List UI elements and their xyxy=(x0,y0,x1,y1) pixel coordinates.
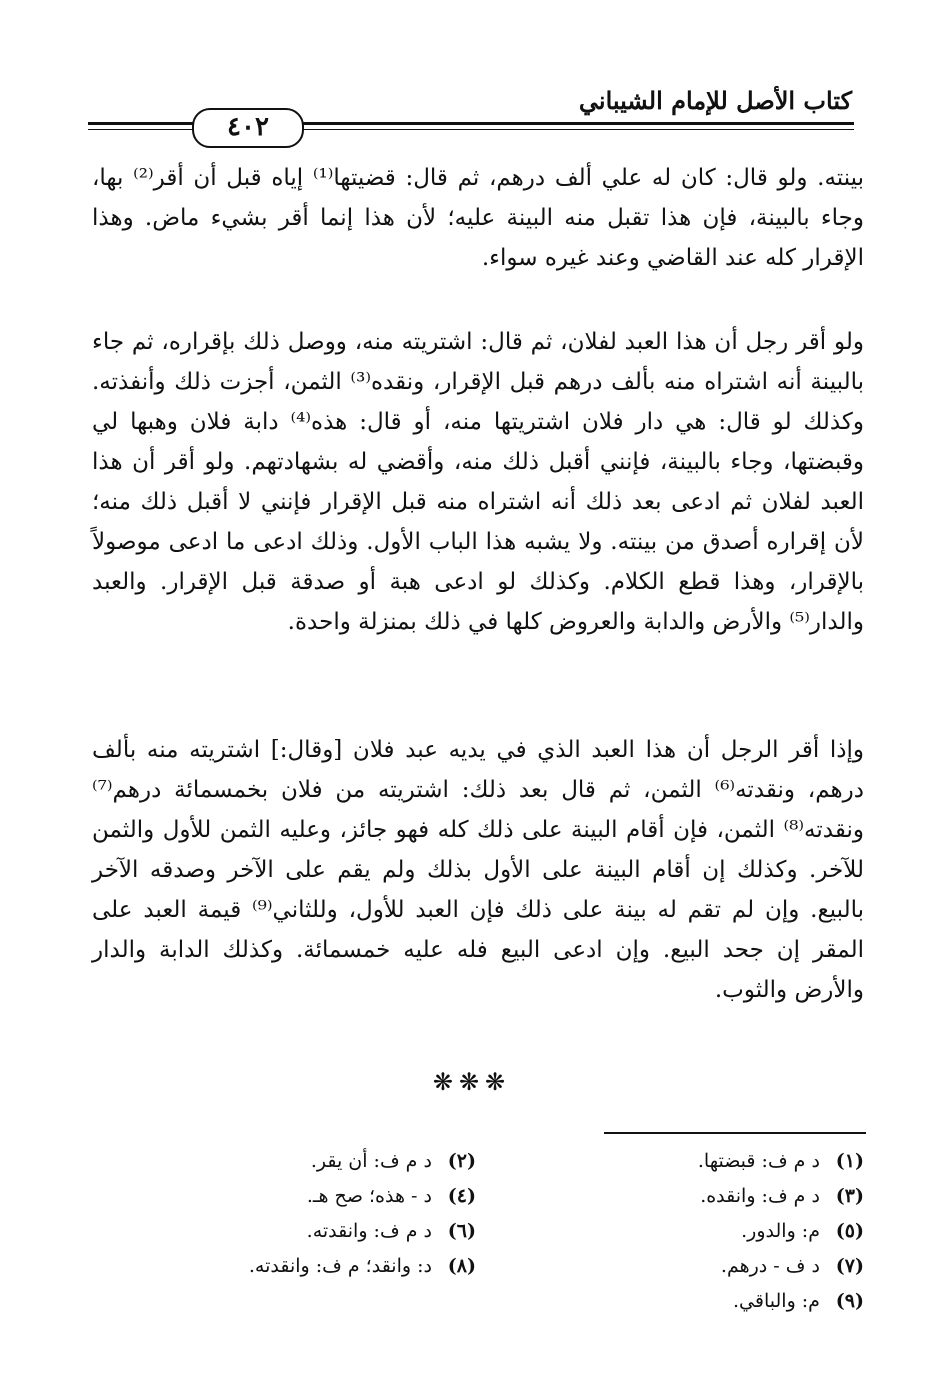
book-title: كتاب الأصل للإمام الشيباني xyxy=(578,86,852,115)
footnotes-left-column xyxy=(116,1144,476,1284)
footnote-number: (٩) xyxy=(835,1290,864,1312)
footnote-text: د ف - درهم. xyxy=(720,1255,820,1277)
footnote-9 xyxy=(534,1284,864,1319)
footnote-text: د م ف: وانقدته. xyxy=(306,1220,432,1242)
footnote-text: د: وانقد؛ م ف: وانقدته. xyxy=(248,1255,432,1277)
footnote-1 xyxy=(534,1144,864,1179)
footnote-5 xyxy=(534,1214,864,1249)
footnote-number: (١) xyxy=(835,1150,864,1172)
page-number: ٤٠٢ xyxy=(192,108,304,148)
footnote-number: (٦) xyxy=(447,1220,476,1242)
footnote-6 xyxy=(116,1214,476,1249)
footnote-text: د م ف: أن يقر. xyxy=(310,1150,432,1172)
footnotes-right-column xyxy=(534,1144,864,1319)
footnote-text: م: والباقي. xyxy=(733,1290,820,1312)
footnote-number: (٢) xyxy=(447,1150,476,1172)
footnote-number: (٧) xyxy=(835,1255,864,1277)
footnote-number: (٤) xyxy=(447,1185,476,1207)
footnote-rule xyxy=(604,1132,866,1134)
footnote-number: (٣) xyxy=(835,1185,864,1207)
footnote-number: (٥) xyxy=(835,1220,864,1242)
footnote-8 xyxy=(116,1249,476,1284)
footnote-text: م: والدور. xyxy=(741,1220,820,1242)
section-separator: ❋❋❋ xyxy=(432,1068,512,1096)
footnote-4 xyxy=(116,1179,476,1214)
paragraph-2: ولو أقر رجل أن هذا العبد لفلان، ثم قال: اشتريته منه، ووصل ذلك بإقراره، ثم جاء بالبينة أنه اشتراه منه بألف درهم قبل الإقرار، ونقده⁽³⁾ الثمن، أجزت ذلك وأنفذته. وكذلك لو قال: هي دار فلان اشتريتها منه، أو قال: هذه⁽⁴⁾ دابة فلان وهبها لي وقبضتها، وجاء بالبينة، فإنني أقبل ذلك منه، وأقضي له بشهادتهم. ولو أقر أن هذا العبد لفلان ثم ادعى بعد ذلك أنه اشتراه منه قبل الإقرار فإنني لا أقبل ذلك منه؛ لأن إقراره أصدق من بينته. ولا يشبه هذا الباب الأول. وذلك ادعى ما ادعى موصولاً بالإقرار، وهذا قطع الكلام. وكذلك لو ادعى هبة أو صدقة قبل الإقرار. والعبد والدار⁽⁵⁾ والأرض والدابة والعروض كلها في ذلك بمنزلة واحدة. xyxy=(92,329,864,635)
footnote-text: د م ف: وانقده. xyxy=(700,1185,820,1207)
footnote-number: (٨) xyxy=(447,1255,476,1277)
paragraph-1: بينته. ولو قال: كان له علي ألف درهم، ثم قال: قضيتها⁽¹⁾ إياه قبل أن أقر⁽²⁾ بها، وجاء بالبينة، فإن هذا تقبل منه البينة عليه؛ لأن هذا إنما أقر بشيء ماض. وهذا الإقرار كله عند القاضي وعند غيره سواء. xyxy=(92,165,864,271)
footnote-text: د - هذه؛ صح هـ. xyxy=(306,1185,432,1207)
footnote-3 xyxy=(534,1179,864,1214)
footnote-text: د م ف: قبضتها. xyxy=(697,1150,820,1172)
paragraph-3: وإذا أقر الرجل أن هذا العبد الذي في يديه عبد فلان [وقال:] اشتريته منه بألف درهم، ونقدته⁽⁶⁾ الثمن، ثم قال بعد ذلك: اشتريته من فلان بخمسمائة درهم⁽⁷⁾ ونقدته⁽⁸⁾ الثمن، فإن أقام البينة على ذلك كله فهو جائز، وعليه الثمن للأول والثمن للآخر. وكذلك إن أقام البينة على الأول بذلك ولم يقم على الآخر وصدقه الآخر بالبيع. وإن لم تقم له بينة على ذلك فإن العبد للأول، وللثاني⁽⁹⁾ قيمة العبد على المقر إن جحد البيع. وإن ادعى البيع فله عليه خمسمائة. وكذلك الدابة والدار والأرض والثوب. xyxy=(92,737,865,1003)
footnotes xyxy=(92,1144,864,1324)
footnote-7 xyxy=(534,1249,864,1284)
footnote-2 xyxy=(116,1144,476,1179)
